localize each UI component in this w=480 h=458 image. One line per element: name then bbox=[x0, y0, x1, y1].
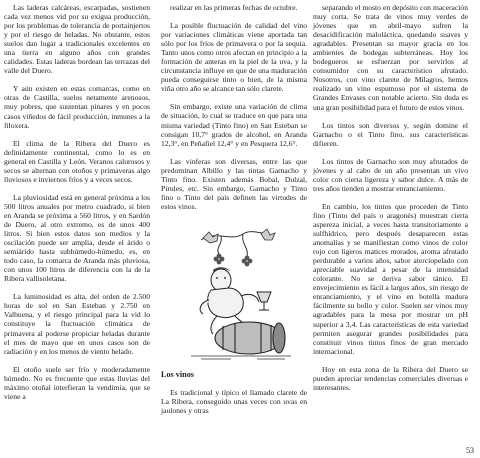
column-right bbox=[313, 3, 468, 401]
paragraph: El otoño suele ser frío y moderadamente húmedo. No es frecuente que estas lluvias del máximo otoñal interfieran la vendimia, que se viene a bbox=[4, 364, 150, 401]
paragraph: Hoy en esta zona de la Ribera del Duero se pueden apreciar tendencias comerciales diversas e interesantes. bbox=[313, 364, 468, 392]
column-middle bbox=[161, 3, 307, 424]
paragraph: realizar en las primeras fechas de octubre. bbox=[170, 3, 298, 12]
paragraph: Los tintos son diversos y, según domine el Garnacho o el Tinto fino, sus características difieren. bbox=[313, 120, 468, 148]
paragraph: El clima de la Ribera del Duero es definidamente continental, como lo es en general en Castilla y León. Veranos calurosos y secos se alternan con otoños y primaveras algo lluviosos e inviernos fríos y a veces secos. bbox=[4, 138, 150, 184]
paragraph: Sin embargo, existe una variación de clima de situación, lo cual se traduce en que para una misma variedad (Tinto fino) en San Esteban se consigan 10,7° grados de alcohol, en Aranda 12,3°, en Peñafiel 12,4° y en Pesquera 12,6°. bbox=[161, 102, 307, 148]
paragraph: Los tintos de Garnacho son muy afrutados de jóvenes y al cabo de un año presentan un vivo color con cierta ligereza y sabor dulce. A más de tres años tienden a mostrar enranciamiento. bbox=[313, 156, 468, 193]
paragraph: Y aún existen en estas comarcas, como en otras de Castilla, suelos netamente arenosos, muy pobres, que sustentan pinares y en pocos casos viñedos de fácil producción, inmunes a la filoxera. bbox=[4, 84, 150, 130]
paragraph: Las vinferas son diversas, entre las que predominan Albillo y las tintas Garnacho y Tinto fino. Existen además Bobal, Dulzal, Pirules, etc. Sin embargo, Garnacho y Tinto fino o Tinto del país definen las virtudes de estos vinos. bbox=[161, 156, 307, 211]
paragraph: La posible fluctuación de calidad del vino por variaciones climáticas viene aportada tan sólo por los fríos de primavera o por la sequía. Tanto unos como otros afectan en principio a la formación de anteras en la piel de la uva, y la circunstancia influye en que de una maduración pueda conseguirse tinto o bien, de la misma viña otro año se alcance tan sólo clarete. bbox=[161, 21, 307, 94]
column-left bbox=[4, 3, 150, 410]
paragraph: La pluviosidad está en general próxima a los 500 litros anuales por metro cuadrado, si bien en Aranda se próxima a 560 litros, y en Sardón de Duero, al otro extremo, es de unos 400 litros. Si bien estos datos son medios y la oscilación puede ser amplia, desde el árido o semiárido hasta subhúmedo-húmedo, es, en todo caso, la comarca de Aranda más pluviosa, con unos 100 litros de diferencia con la de la Ribera vallisoletana. bbox=[4, 192, 150, 284]
section-heading: Los vinos bbox=[161, 369, 194, 379]
paragraph: La luminosidad es alta, del orden de 2.500 horas de sol en San Esteban y 2.750 en Valbuena, y el riesgo principal para la vid lo constituye la fluctuación climática de primavera al poderse propiciar heladas durante el mes de mayo que en unos casos son de radiación y en los menos de viento helado. bbox=[4, 292, 150, 356]
paragraph: Las laderas calcáreas, escarpadas, sostienen cada vez menos vid por su exigua producción, por los problemas de tolerancia de portainjertos y por el riesgo de heladas. No obstante, estos suelos dan lugar a tradicionales excelentes en una tierra en alguno años con grandes calidades. Estas laderas bordean las terrazas del valle del Duero. bbox=[4, 3, 150, 76]
page-number: 53 bbox=[466, 446, 474, 455]
paragraph: En cambio, los tintos que proceden de Tinto fino (Tinto del país o aragonés) muestran cierta aspereza inicial, a veces hasta transitoriamente a sulfhídrico, pero después desaparecen estas anomalías y se manifiestan como vinos de color rojo con ligeros matices morados, aroma afrutado perdurable a varios años, sabor aterciopelado con apreciable suavidad a pesar de la intensidad colorante. No se deriva sabor tánico. El envejecimiento es fácil a largos años, sin riesgo de enranciamiento, y el vino en botella madura fácilmente su bollo y color. Suelen ser vinos muy agradables para la mesa por mostrar un pH superior a 3,4. Las características de esta variedad permiten asegurar grandes posibilidades para constituir vinos tintos finos de gran mercado internacional. bbox=[313, 201, 468, 356]
cherub-wine-barrel-illustration bbox=[161, 222, 307, 362]
paragraph: Es tradicional y típico el llamado clarete de La Ribera, conseguido unas veces con uvas en jaulones y otras bbox=[161, 388, 307, 416]
paragraph: separando el mosto en depósito con maceración muy corta. Se trata de vinos muy verdes de jóvenes que en abril-mayo sufren la desacidificación maloláctica, quedando suaves y agradables. Presentan su mayor gracia en los ambientes de bodegas subterráneas. Hoy los bodegueros se esfuerzan por servirlos al consumidor con su característico afrutado. Nosotros, con vino clarete de Milagros, hemos realizado un vino espumoso por el sistema de Grandes Envases con notable acierto. Sin duda es una gran posibilidad para el futuro de estos vinos. bbox=[313, 3, 468, 112]
